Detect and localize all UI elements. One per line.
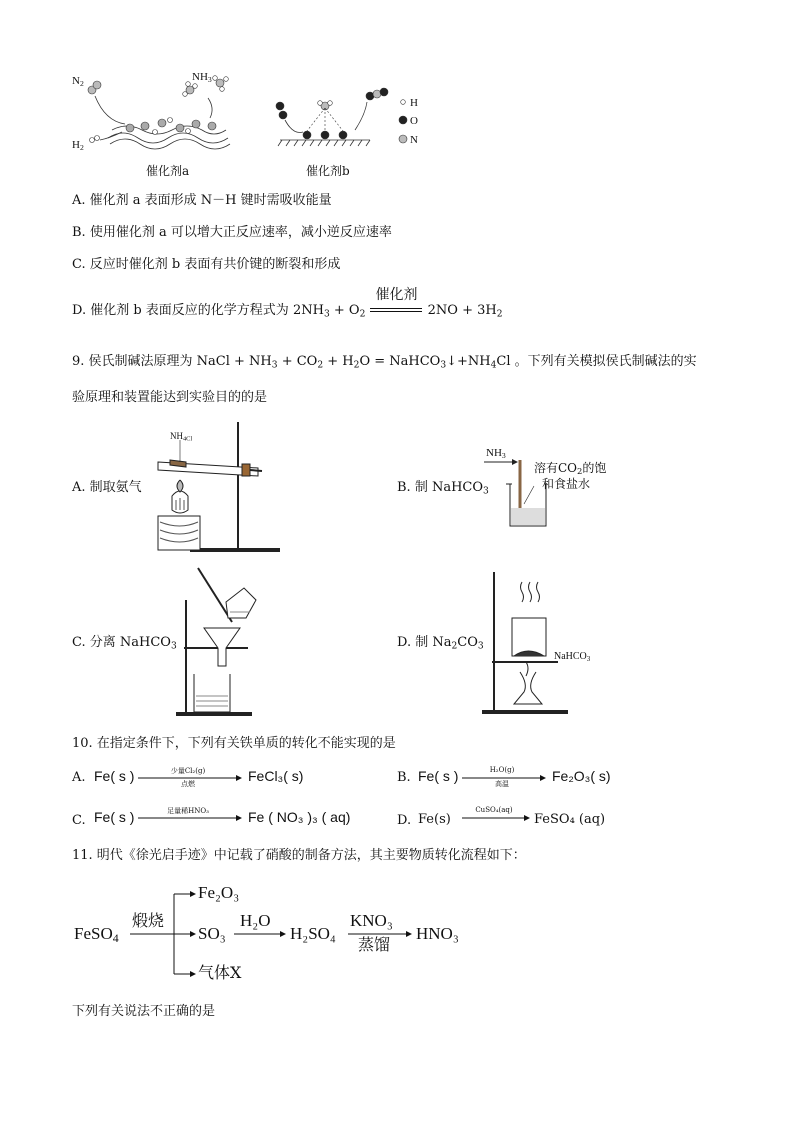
q10-d-label: D.: [397, 813, 412, 828]
q10-d-right: FeSO₄ (aq): [534, 812, 606, 827]
label-nh3: $NH_3$: [192, 71, 212, 84]
flow-so3: SO₃: [198, 924, 226, 943]
q9-option-b: B. 制 NaHCO$_3$: [397, 480, 489, 497]
arrow-n2: [95, 96, 125, 124]
q10-b-label: B.: [397, 770, 411, 785]
q9-stem-line1: 9. 侯氏制碱法原理为 NaCl + $NH_3 + CO_2 + H_2O$ = $NaHCO_3↓+NH_4Cl$ 。下列有关模拟侯氏制碱法的实: [72, 354, 697, 371]
legend-o: O: [410, 115, 418, 127]
arrow-icon: [462, 808, 530, 828]
label-h2: $H_2$: [72, 139, 84, 152]
q10-b-left: Fe( s ): [418, 768, 459, 784]
legend-h: H: [410, 97, 418, 109]
apparatus-c-drawing: [176, 566, 266, 718]
arrow-no: [355, 102, 367, 130]
q10-d-left: Fe(s): [418, 812, 451, 827]
q10-a-right: FeCl₃( s): [248, 768, 304, 784]
flow-arrows: [72, 876, 472, 986]
arrow-icon: [138, 768, 242, 788]
apparatus-d-drawing: [482, 572, 622, 716]
legend: [399, 100, 407, 143]
h2-molecule: [90, 136, 100, 143]
flow-calcine: 煅烧: [132, 911, 165, 930]
arrow-icon: [462, 768, 546, 788]
apparatus-a: [150, 422, 280, 554]
label-b-note1: 溶有$CO_2$的饱: [534, 461, 607, 477]
q9-option-d: D. 制 $Na_2CO_3$: [397, 635, 484, 652]
q8-option-c: C. 反应时催化剂 b 表面有共价键的断裂和形成: [72, 257, 341, 272]
q10-a-arrow: [138, 768, 242, 788]
q11-tail: 下列有关说法不正确的是: [72, 1004, 216, 1019]
arrow-icon: [138, 808, 242, 828]
n2-molecule: [88, 81, 101, 94]
q8-option-d: D. 催化剂 b 表面反应的化学方程式为 $2NH_3 + O_2$ 催化剂 $2NO + 3H_2$: [72, 287, 503, 320]
arrow-nh3: [208, 98, 212, 118]
catalyst-b-surface: [278, 140, 370, 146]
q10-stem: 10. 在指定条件下，下列有关铁单质的转化不能实现的是: [72, 736, 396, 751]
q10-a-left: Fe( s ): [94, 768, 135, 784]
q10-a-label: A.: [72, 770, 86, 785]
q10-d-cond1: CuSO₄(aq): [475, 806, 513, 814]
q10-c-arrow: [138, 808, 242, 828]
q9-option-c: C. 分离 NaHCO$_3$: [72, 635, 177, 652]
flow-kno3: KNO₃: [350, 911, 393, 930]
flow-fe2o3: Fe₂O₃: [198, 883, 240, 902]
catalyst-figure: [70, 68, 430, 180]
q11-stem: 11. 明代《徐光启手迹》中记载了硝酸的制备方法，其主要物质转化流程如下：: [72, 848, 526, 863]
catalyst-condition: 催化剂: [370, 302, 424, 320]
q10-a-cond1: 少量Cl₂(g): [170, 767, 206, 775]
q10-c-label: C.: [72, 813, 86, 828]
catalyst-diagram: [70, 68, 430, 180]
apparatus-c: [176, 566, 266, 718]
label-nahco3: NaHCO$_3$: [554, 651, 591, 663]
label-catalyst-b: 催化剂b: [306, 164, 350, 178]
q8-option-a: A. 催化剂 a 表面形成 N－H 键时需吸收能量: [72, 193, 332, 208]
label-nh3-gas: $NH_3$: [486, 447, 506, 460]
q10-c-left: Fe( s ): [94, 809, 135, 825]
apparatus-d: [482, 572, 622, 716]
q9-stem-line2: 验原理和装置能达到实验目的的是: [72, 390, 268, 405]
q10-b-cond2: 高温: [495, 780, 509, 788]
legend-n: N: [410, 134, 418, 146]
flow-h2so4: H₂SO₄: [290, 924, 336, 943]
label-catalyst-a: 催化剂a: [146, 164, 190, 178]
flow-distill: 蒸馏: [358, 935, 391, 954]
q10-b-right: Fe₂O₃( s): [552, 768, 611, 784]
flow-h2o: H₂O: [240, 911, 271, 930]
label-b-note2: 和食盐水: [542, 477, 591, 491]
q9-option-a: A. 制取氨气: [72, 480, 142, 495]
flow-feso4: FeSO$_4$: [74, 924, 119, 945]
dashed-bonds: [307, 108, 343, 131]
apparatus-b: [484, 444, 634, 530]
flow-hno3: HNO₃: [416, 924, 459, 943]
q10-c-cond1: 足量稀HNO₃: [167, 807, 209, 815]
catalyst-b-atoms: [276, 88, 388, 139]
label-nh4cl: $NH_{4Cl}$: [170, 431, 193, 443]
flow-gas-x: 气体X: [198, 963, 242, 982]
q10-b-cond1: H₂O(g): [489, 766, 515, 774]
q8-option-b: B. 使用催化剂 a 可以增大正反应速率，减小逆反应速率: [72, 225, 392, 240]
arrow-o2: [285, 120, 303, 133]
label-n2: $N_2$: [72, 75, 84, 88]
q10-d-arrow: [462, 808, 530, 828]
q10-a-cond2: 点燃: [181, 780, 195, 788]
q10-b-arrow: [462, 768, 546, 788]
q10-c-right: Fe ( NO₃ )₃ ( aq): [248, 809, 351, 825]
surface-molecules: [126, 118, 216, 135]
q11-flowchart: [72, 876, 472, 986]
